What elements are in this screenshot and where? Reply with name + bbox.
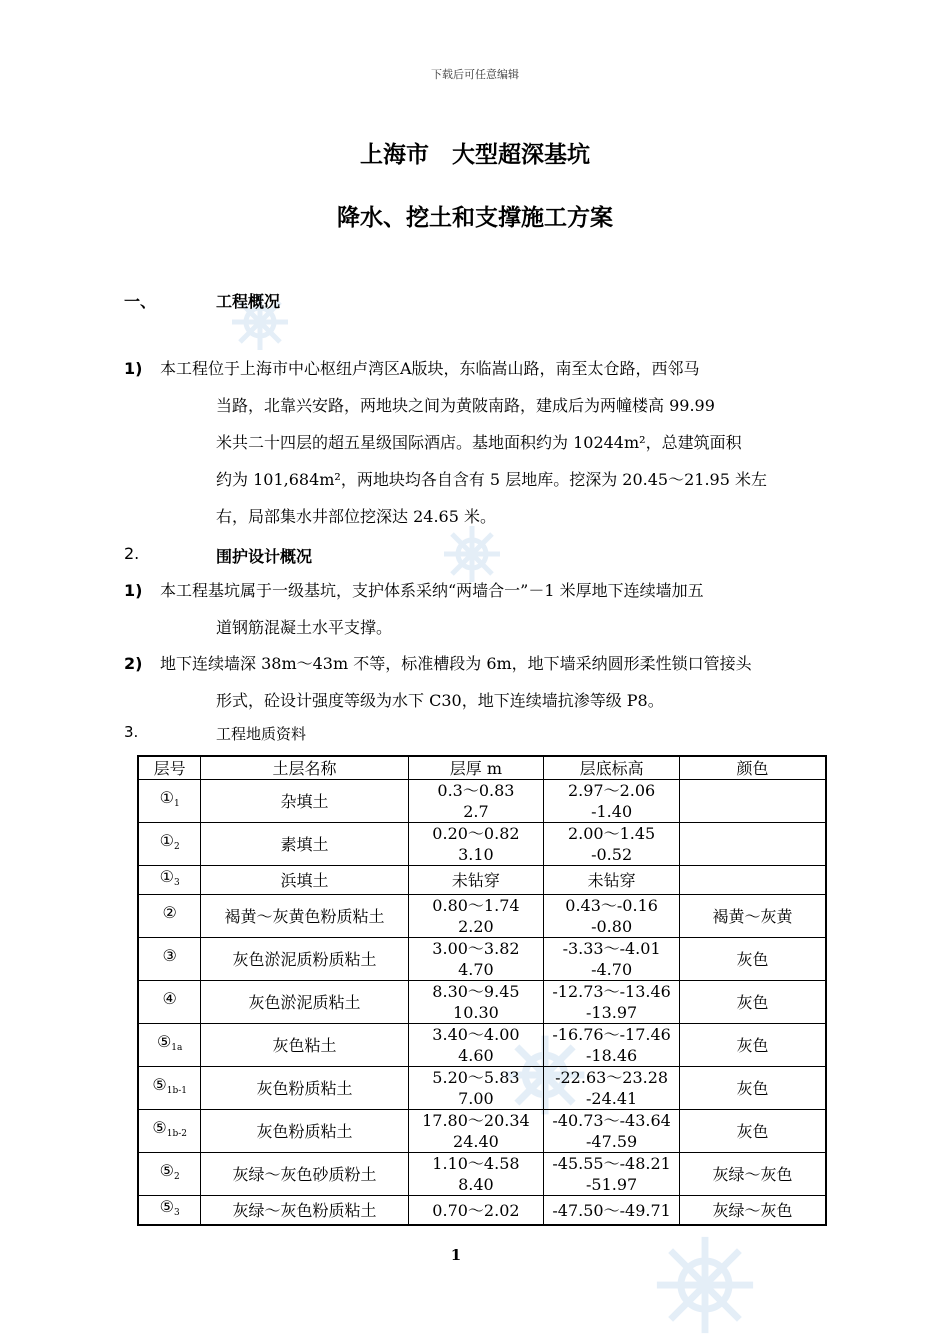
table-row <box>138 1110 826 1153</box>
soil-name-cell: 灰绿～灰色粉质粘土 <box>201 1196 408 1226</box>
layer-thickness-cell: 0.80～1.74 2.20 <box>408 895 544 938</box>
layer-thickness-cell: 0.70～2.02 <box>408 1196 544 1226</box>
soil-name-cell: 灰色淤泥质粘土 <box>201 981 408 1024</box>
soil-color-cell <box>679 866 826 895</box>
section-number: 2. <box>124 544 140 563</box>
layer-number-cell: $⑤_2$ <box>138 1153 201 1196</box>
column-header: 颜色 <box>679 756 826 780</box>
bottom-elevation-cell: 0.43～-0.16 -0.80 <box>544 895 680 938</box>
bottom-elevation-cell: -22.63～23.28 -24.41 <box>544 1067 680 1110</box>
item-number: 1) <box>124 581 143 600</box>
soil-color-cell: 灰色 <box>679 1110 826 1153</box>
paragraph-line: 本工程基坑属于一级基坑，支护体系采纳“两墙合一”－1 米厚地下连续墙加五 <box>160 581 704 600</box>
bottom-elevation-cell: 2.00～1.45 -0.52 <box>544 823 680 866</box>
section-title: 工程概况 <box>216 292 281 311</box>
section-title: 围护设计概况 <box>216 547 313 566</box>
layer-thickness-cell: 8.30～9.45 10.30 <box>408 981 544 1024</box>
layer-number-cell: $⑤_3$ <box>138 1196 201 1226</box>
bottom-elevation-cell: 2.97～2.06 -1.40 <box>544 780 680 823</box>
bottom-elevation-cell: -47.50～-49.71 <box>544 1196 680 1226</box>
layer-number-cell: $⑤_{1b-1}$ <box>138 1067 201 1110</box>
paragraph-line: 本工程位于上海市中心枢纽卢湾区A版块，东临嵩山路，南至太仓路，西邻马 <box>160 359 700 378</box>
paragraph-line: 道钢筋混凝土水平支撑。 <box>216 618 393 637</box>
table-row <box>138 1153 826 1196</box>
soil-color-cell: 褐黄～灰黄 <box>679 895 826 938</box>
paragraph-line: 米共二十四层的超五星级国际酒店。基地面积约为 10244m²，总建筑面积 <box>216 433 742 452</box>
layer-number-cell: ④ <box>138 981 201 1024</box>
bottom-elevation-cell: 未钻穿 <box>544 866 680 895</box>
bottom-elevation-cell: -45.55～-48.21 -51.97 <box>544 1153 680 1196</box>
table-row <box>138 1024 826 1067</box>
soil-name-cell: 灰色粉质粘土 <box>201 1067 408 1110</box>
layer-number-cell: $①_1$ <box>138 780 201 823</box>
layer-thickness-cell: 0.20～0.82 3.10 <box>408 823 544 866</box>
paragraph-line: 右，局部集水井部位挖深达 24.65 米。 <box>216 507 496 526</box>
section-title: 工程地质资料 <box>216 725 307 743</box>
soil-name-cell: 灰绿～灰色砂质粉土 <box>201 1153 408 1196</box>
bottom-elevation-cell: -40.73～-43.64 -47.59 <box>544 1110 680 1153</box>
soil-color-cell: 灰绿～灰色 <box>679 1153 826 1196</box>
layer-thickness-cell: 3.40～4.00 4.60 <box>408 1024 544 1067</box>
table-row <box>138 981 826 1024</box>
soil-color-cell: 灰绿～灰色 <box>679 1196 826 1226</box>
paragraph-line: 地下连续墙深 38m～43m 不等，标准槽段为 6m，地下墙采纳圆形柔性锁口管接头 <box>160 654 752 673</box>
soil-color-cell <box>679 780 826 823</box>
soil-name-cell: 杂填土 <box>201 780 408 823</box>
table-row <box>138 780 826 823</box>
layer-thickness-cell: 3.00～3.82 4.70 <box>408 938 544 981</box>
bottom-elevation-cell: -3.33～-4.01 -4.70 <box>544 938 680 981</box>
bottom-elevation-cell: -16.76～-17.46 -18.46 <box>544 1024 680 1067</box>
paragraph-support-system <box>124 572 844 646</box>
soil-name-cell: 灰色淤泥质粉质粘土 <box>201 938 408 981</box>
bottom-elevation-cell: -12.73～-13.46 -13.97 <box>544 981 680 1024</box>
layer-number-cell: ② <box>138 895 201 938</box>
soil-name-cell: 素填土 <box>201 823 408 866</box>
table-row <box>138 938 826 981</box>
layer-thickness-cell: 5.20～5.83 7.00 <box>408 1067 544 1110</box>
layer-thickness-cell: 0.3～0.83 2.7 <box>408 780 544 823</box>
soil-name-cell: 灰色粉质粘土 <box>201 1110 408 1153</box>
layer-number-cell: $①_2$ <box>138 823 201 866</box>
table-row <box>138 1196 826 1226</box>
soil-color-cell: 灰色 <box>679 981 826 1024</box>
column-header: 层厚 m <box>408 756 544 780</box>
layer-thickness-cell: 1.10～4.58 8.40 <box>408 1153 544 1196</box>
table-row <box>138 866 826 895</box>
paragraph-line: 约为 101,684m²，两地块均各自含有 5 层地库。挖深为 20.45～21.95 米左 <box>216 470 767 489</box>
item-number: 2) <box>124 654 143 673</box>
column-header: 层底标高 <box>544 756 680 780</box>
column-header: 土层名称 <box>201 756 408 780</box>
table-header-row <box>138 756 826 780</box>
page-number: 1 <box>450 1246 462 1264</box>
soil-color-cell: 灰色 <box>679 1024 826 1067</box>
header-note: 下载后可任意编辑 <box>431 68 519 81</box>
soil-name-cell: 褐黄～灰黄色粉质粘土 <box>201 895 408 938</box>
column-header: 层号 <box>138 756 201 780</box>
soil-color-cell <box>679 823 826 866</box>
layer-number-cell: $⑤_{1b-2}$ <box>138 1110 201 1153</box>
section-heading-overview <box>124 289 524 313</box>
layer-thickness-cell: 17.80～20.34 24.40 <box>408 1110 544 1153</box>
paragraph-line: 当路，北靠兴安路，两地块之间为黄陂南路，建成后为两幢楼高 99.99 <box>216 396 715 415</box>
layer-number-cell: ③ <box>138 938 201 981</box>
table-row <box>138 823 826 866</box>
document-title-line1: 上海市 大型超深基坑 <box>360 142 590 168</box>
section-heading-retaining <box>124 544 524 568</box>
section-number: 一、 <box>124 292 157 311</box>
item-number: 1) <box>124 359 143 378</box>
geology-table <box>137 755 827 1226</box>
table-row <box>138 895 826 938</box>
paragraph-project-location <box>124 350 844 535</box>
section-heading-geology <box>124 723 524 745</box>
soil-color-cell: 灰色 <box>679 1067 826 1110</box>
soil-color-cell: 灰色 <box>679 938 826 981</box>
section-number: 3. <box>124 723 139 741</box>
layer-number-cell: $⑤_{1a}$ <box>138 1024 201 1067</box>
document-title-line2: 降水、挖土和支撑施工方案 <box>337 205 613 231</box>
layer-thickness-cell: 未钻穿 <box>408 866 544 895</box>
paragraph-line: 形式，砼设计强度等级为水下 C30，地下连续墙抗渗等级 P8。 <box>216 691 664 710</box>
table-row <box>138 1067 826 1110</box>
soil-name-cell: 浜填土 <box>201 866 408 895</box>
layer-number-cell: $①_3$ <box>138 866 201 895</box>
paragraph-diaphragm-wall <box>124 645 844 719</box>
soil-name-cell: 灰色粘土 <box>201 1024 408 1067</box>
